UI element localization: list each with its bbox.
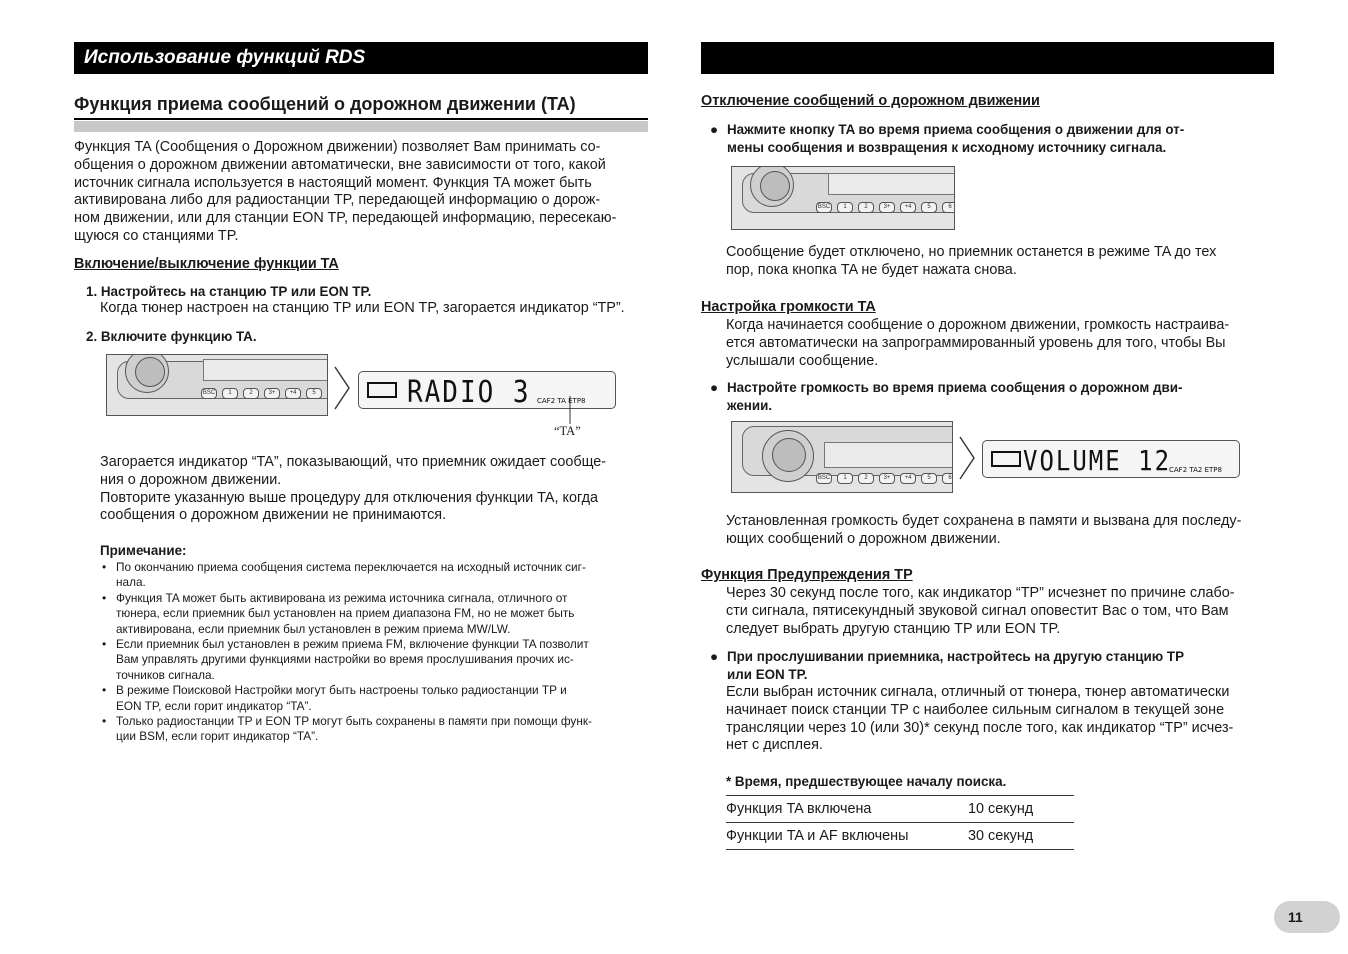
cancel-result-text: Сообщение будет отключено, но приемник останется в режиме TA до тех пор, пока кнопка TA не будет нажата снова.: [726, 244, 1217, 278]
page-title: Функция приема сообщений о дорожном движении (TA): [74, 94, 576, 114]
head-unit-illustration-2: BSC 1 2 3+ +4 5 6: [731, 166, 955, 230]
table-footnote: * Время, предшествующее началу поиска.: [726, 774, 1007, 789]
section-banner-right: [701, 42, 1274, 74]
head-unit-illustration-3: BSC 1 2 3+ +4 5 6: [731, 421, 953, 493]
table-row: Функции TA и AF включены 30 секунд: [726, 823, 1074, 850]
intro-paragraph: Функция TA (Сообщения о Дорожном движении) позволяет Вам принимать со- общения о дорожном движении автоматически, вне зависимости от того, какой источник сигнала используется в настоящий момент. Функция TA может быть активирована либо для радиостанции TP, передающей информацию о дорож- ном движении, или для станции EON TP, передающей информацию, пересекаю- щуюся со станциями TP.: [74, 139, 617, 244]
callout-line: [566, 396, 574, 424]
display-tuner-icon: [367, 382, 397, 398]
lcd-display-radio: RADIO 3 CAF2 TA ETP8: [358, 371, 616, 409]
lcd-display-volume: VOLUME 12 CAF2 TA2 ETP8: [982, 440, 1240, 478]
table-row: Функция TA включена 10 секунд: [726, 796, 1074, 823]
head-unit-illustration: BSC 1 2 3+ +4 5: [106, 354, 328, 416]
arrow-right-icon: [334, 366, 350, 410]
volume-saved-text: Установленная громкость будет сохранена в памяти и вызвана для последу- ющих сообщений о дорожном движении.: [726, 513, 1242, 547]
volume-description: Когда начинается сообщение о дорожном движении, громкость настраива- ется автоматически на запрограммированный уровень для того, чтобы Вы услышали сообщение.: [726, 317, 1230, 369]
tp-search-text: Если выбран источник сигнала, отличный от тюнера, тюнер автоматически начинает поиск станции TP с наиболее сильным сигналом в текущей зоне трансляции через 10 (или 30)* секунд после того, как индикатор “TP” исчез- нет с дисплея.: [726, 684, 1234, 754]
after-image-text: Загорается индикатор “TA”, показывающий, что приемник ожидает сообще- ния о дорожном движении. Повторите указанную выше процедуру для отключения функции TA, когда сообщения о дорожном движении не принимаются.: [100, 454, 607, 524]
search-delay-table: [726, 795, 1074, 850]
note-item: • В режиме Поисковой Настройки могут быть настроены только радиостанции TP и EON TP, если горит индикатор “TA”.: [100, 683, 660, 714]
arrow-right-icon: [959, 436, 975, 480]
instruction-cancel: ● Нажмите кнопку TA во время приема сообщения о движении для от- мены сообщения и возвращения к исходному источнику сигнала.: [710, 122, 1185, 155]
ta-callout-label: “TA”: [554, 424, 581, 438]
note-item: • По окончанию приема сообщения система переключается на исходный источник сиг- нала.: [100, 560, 660, 591]
note-item: • Только радиостанции TP и EON TP могут быть сохранены в памяти при помощи функ- ции BSM, если горит индикатор “TA”.: [100, 714, 660, 745]
section-heading-cancel-ta: Отключение сообщений о дорожном движении: [701, 93, 1040, 109]
tp-alarm-description: Через 30 секунд после того, как индикатор “TP” исчезнет по причине слабо- сти сигнала, пятисекундный звуковой сигнал оповестит Вас о том, что Вам следует выбрать другую станцию TP или EON TP.: [726, 585, 1235, 637]
title-rule: [74, 118, 648, 120]
note-item: • Если приемник был установлен в режим приема FM, включение функции TA позволит Вам управлять другими функциями настройки во время прослушивания прочих ис- точников сигнала.: [100, 637, 660, 683]
title-rule-gray: [74, 121, 648, 132]
notes-list: [100, 560, 660, 745]
section-banner-left: Использование функций RDS: [74, 42, 648, 74]
display-tuner-icon: [991, 451, 1021, 467]
section-heading-tp-alarm: Функция Предупреждения TP: [701, 567, 913, 583]
section-heading-ta-toggle: Включение/выключение функции TA: [74, 256, 339, 272]
section-heading-ta-volume: Настройка громкости TA: [701, 299, 876, 315]
instruction-tp-alarm: ● При прослушивании приемника, настройтесь на другую станцию TP или EON TP.: [710, 649, 1185, 682]
step-2-title: 2. Включите функцию TA.: [86, 329, 257, 344]
page-number: 11: [1274, 901, 1340, 933]
step-1-title: 1. Настройтесь на станцию TP или EON TP.: [86, 284, 372, 299]
note-item: • Функция TA может быть активирована из режима источника сигнала, отличного от тюнера, если приемник был установлен на прием диапазона FM, но не может быть активирована, если приемник был установлен в режим приема MW/LW.: [100, 591, 660, 637]
note-title: Примечание:: [100, 543, 187, 558]
step-1-text: Когда тюнер настроен на станцию TP или EON TP, загорается индикатор “TP”.: [100, 300, 625, 316]
instruction-volume: ● Настройте громкость во время приема сообщения о дорожном дви- жении.: [710, 380, 1183, 413]
